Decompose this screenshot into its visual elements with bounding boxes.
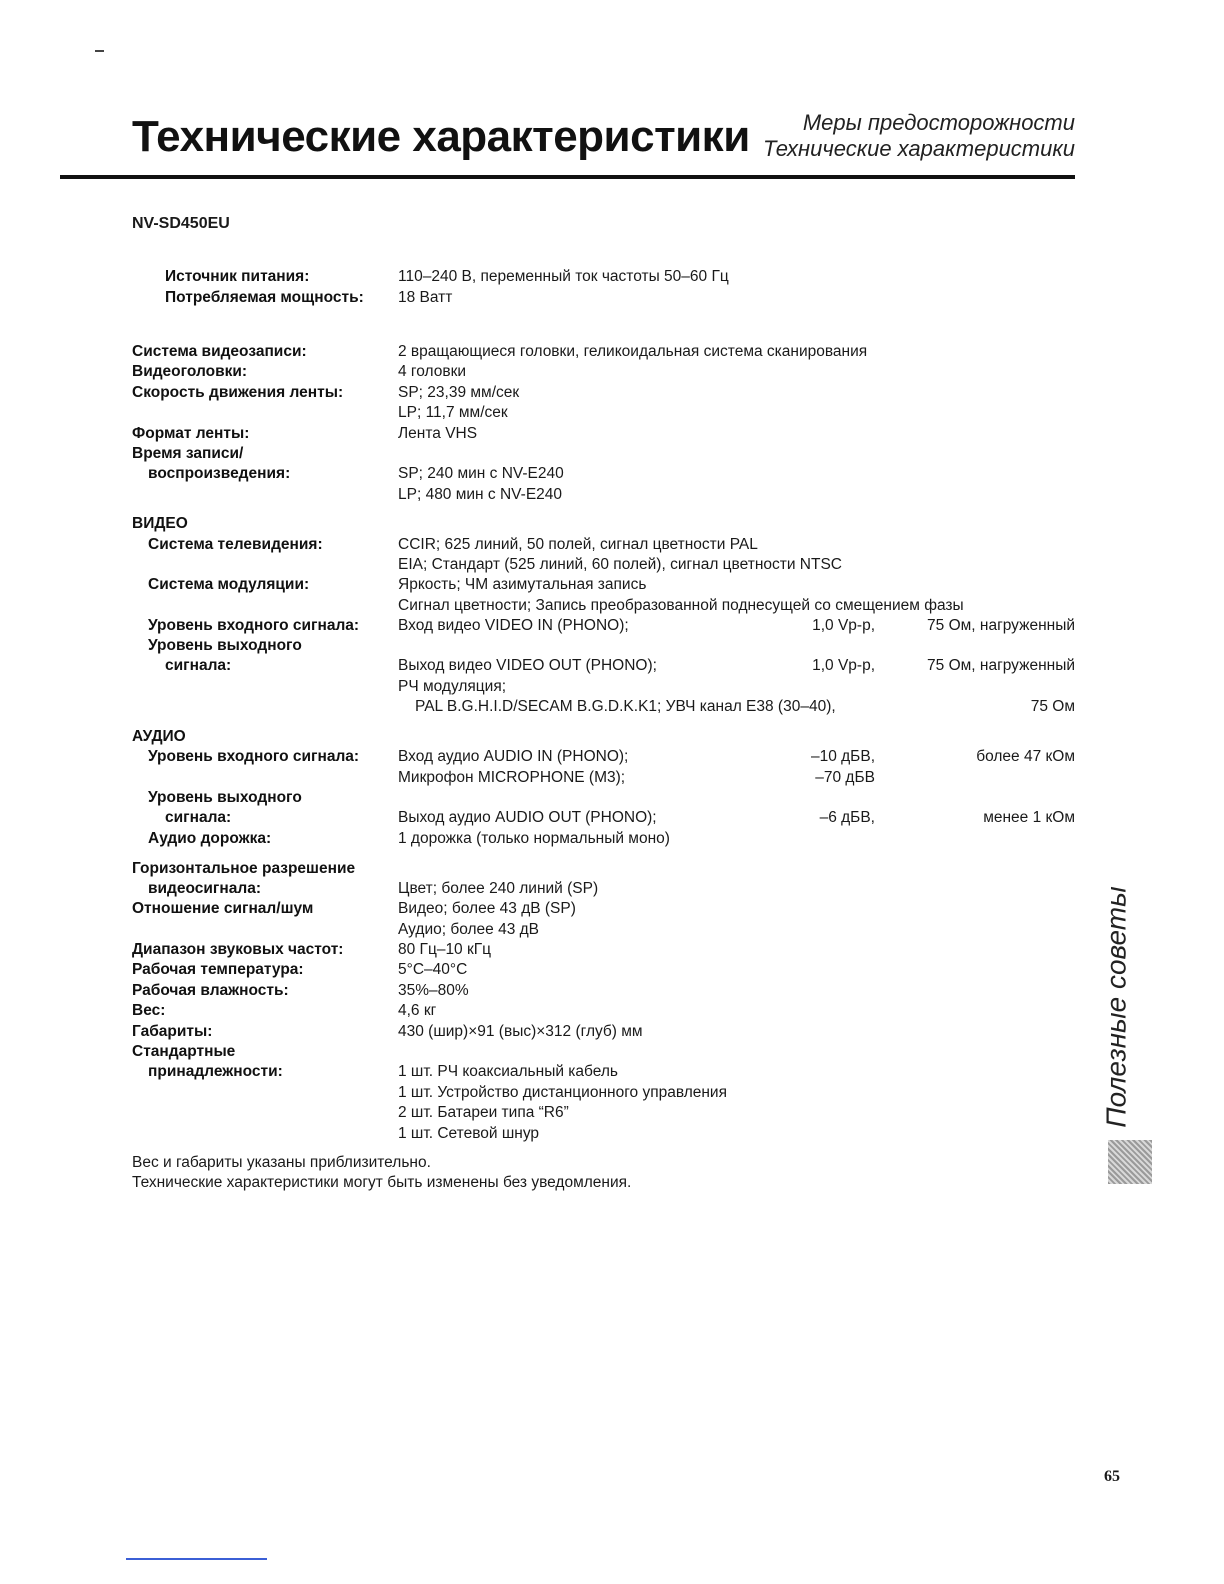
spec-label: Система видеозаписи:	[132, 343, 307, 360]
spec-value: Вход аудио AUDIO IN (PHONO);	[398, 748, 629, 765]
spec-row-tape-speed	[0, 383, 1224, 403]
spec-label: Рабочая влажность:	[132, 982, 289, 999]
footnote-subject-to-change: Технические характеристики могут быть изменены без уведомления.	[132, 1174, 632, 1191]
spec-row-video-output	[0, 656, 1224, 676]
accessory-item: 1 шт. Устройство дистанционного управления	[398, 1084, 727, 1101]
spec-label: принадлежности:	[148, 1063, 283, 1080]
spec-row-video-input	[0, 616, 1224, 636]
spec-row-heads	[0, 362, 1224, 382]
spec-row-mic-input	[0, 768, 1224, 788]
footnotes	[132, 1153, 631, 1193]
spec-label: Система телевидения:	[148, 536, 323, 553]
spec-row-accessory	[0, 1124, 1224, 1144]
spec-row-tv-system-eia	[0, 555, 1224, 575]
spec-value: PAL B.G.H.I.D/SECAM B.G.D.K.K1; УВЧ канал E38 (30–40),	[415, 698, 836, 715]
spec-label: Время записи/	[132, 445, 244, 462]
spec-value: EIA; Стандарт (525 линий, 60 полей), сигнал цветности NTSC	[398, 556, 843, 573]
spec-label: Уровень выходного	[148, 637, 302, 654]
breadcrumb	[763, 110, 1075, 162]
spec-value: 4,6 кг	[398, 1002, 437, 1019]
spec-value: Выход аудио AUDIO OUT (PHONO);	[398, 809, 657, 826]
spec-label: воспроизведения:	[148, 465, 291, 482]
side-tab	[1103, 878, 1131, 1136]
spec-row-time-label	[0, 444, 1224, 464]
spec-impedance: 75 Ом, нагруженный	[927, 617, 1075, 634]
spec-value: 35%–80%	[398, 982, 469, 999]
spec-row-accessory	[0, 1083, 1224, 1103]
spec-value: SP; 240 мин с NV-E240	[398, 465, 564, 482]
spec-label: Система модуляции:	[148, 576, 310, 593]
spec-row-dimensions	[0, 1022, 1224, 1042]
side-tab-marker	[1108, 1140, 1152, 1184]
spec-label: Рабочая температура:	[132, 961, 304, 978]
spec-value: 80 Гц–10 кГц	[398, 941, 492, 958]
spec-row-accessories-label	[0, 1042, 1224, 1062]
spec-row-resolution	[0, 879, 1224, 899]
spec-label: Источник питания:	[165, 268, 310, 285]
spec-row-snr-audio	[0, 920, 1224, 940]
spec-label: Уровень выходного	[148, 789, 302, 806]
spec-row-rf	[0, 697, 1224, 717]
spec-label: сигнала:	[165, 657, 232, 674]
spec-level: 1,0 Vp-p,	[812, 657, 875, 674]
spec-value: LP; 11,7 мм/сек	[398, 404, 508, 421]
spec-value: 4 головки	[398, 363, 467, 380]
scan-mark	[95, 50, 104, 52]
spec-value: 110–240 В, переменный ток частоты 50–60 Гц	[398, 268, 729, 285]
spec-row-modulation-chroma	[0, 596, 1224, 616]
breadcrumb-precautions: Меры предосторожности	[802, 110, 1075, 135]
spec-level: 1,0 Vp-p,	[812, 617, 875, 634]
spec-impedance: 75 Ом	[1030, 698, 1075, 715]
footnote-approximate: Вес и габариты указаны приблизительно.	[132, 1154, 431, 1171]
spec-value: Сигнал цветности; Запись преобразованной поднесущей со смещением фазы	[398, 597, 964, 614]
spec-label: Потребляемая мощность:	[165, 289, 364, 306]
spec-row-video-output-label	[0, 636, 1224, 656]
spec-row-time	[0, 464, 1224, 484]
spec-row-audio-track	[0, 829, 1224, 849]
spec-row-temperature	[0, 960, 1224, 980]
spec-label: сигнала:	[165, 809, 232, 826]
spec-level: –10 дБВ,	[810, 748, 875, 765]
spec-row-recording-system	[0, 342, 1224, 362]
spec-value: 2 вращающиеся головки, геликоидальная система сканирования	[398, 343, 868, 360]
spec-row-accessory	[0, 1103, 1224, 1123]
spec-label: Скорость движения ленты:	[132, 384, 344, 401]
spec-row-rf-label	[0, 677, 1224, 697]
spec-value: Аудио; более 43 дВ	[398, 921, 540, 938]
section-heading: АУДИО	[132, 728, 186, 745]
section-heading-video	[0, 514, 1224, 534]
spec-label: Отношение сигнал/шум	[132, 900, 314, 917]
spec-label: Формат ленты:	[132, 425, 250, 442]
section-heading-audio	[0, 727, 1224, 747]
spec-level: –6 дБВ,	[819, 809, 875, 826]
spec-label: Видеоголовки:	[132, 363, 248, 380]
accessory-item: 2 шт. Батареи типа “R6”	[398, 1104, 569, 1121]
spec-row-audio-output-label	[0, 788, 1224, 808]
spec-value: Цвет; более 240 линий (SP)	[398, 880, 599, 897]
spec-value: Вход видео VIDEO IN (PHONO);	[398, 617, 629, 634]
accessory-item: 1 шт. РЧ коаксиальный кабель	[398, 1063, 618, 1080]
spec-row-snr	[0, 899, 1224, 919]
spec-value: 1 дорожка (только нормальный моно)	[398, 830, 670, 847]
page-title: Технические характеристики	[132, 112, 750, 161]
spec-label: видеосигнала:	[148, 880, 261, 897]
bottom-line	[126, 1558, 267, 1560]
spec-row-weight	[0, 1001, 1224, 1021]
spec-row-power-source	[0, 267, 1224, 287]
spec-value: 430 (шир)×91 (выс)×312 (глуб) мм	[398, 1023, 643, 1040]
spec-value: 18 Ватт	[398, 289, 453, 306]
spec-row-audio-input	[0, 747, 1224, 767]
spec-value: SP; 23,39 мм/сек	[398, 384, 520, 401]
spec-value: РЧ модуляция;	[398, 678, 507, 695]
spec-label: Уровень входного сигнала:	[148, 748, 360, 765]
page-number: 65	[1104, 1468, 1120, 1485]
model-name: NV-SD450EU	[132, 215, 230, 232]
spec-row-power-consumption	[0, 288, 1224, 308]
spec-label: Аудио дорожка:	[148, 830, 272, 847]
section-heading: ВИДЕО	[132, 515, 188, 532]
spec-impedance: более 47 кОм	[976, 748, 1075, 765]
spec-value: Микрофон MICROPHONE (M3);	[398, 769, 626, 786]
spec-value: LP; 480 мин с NV-E240	[398, 486, 563, 503]
spec-label: Стандартные	[132, 1043, 236, 1060]
spec-impedance: 75 Ом, нагруженный	[927, 657, 1075, 674]
spec-row-frequency	[0, 940, 1224, 960]
spec-row-resolution-label	[0, 859, 1224, 879]
spec-value: 5°C–40°C	[398, 961, 468, 978]
spec-label: Диапазон звуковых частот:	[132, 941, 344, 958]
spec-label: Габариты:	[132, 1023, 213, 1040]
spec-value: Лента VHS	[398, 425, 478, 442]
breadcrumb-specifications: Технические характеристики	[763, 136, 1075, 161]
side-tab-label: Полезные советы	[1101, 886, 1132, 1128]
accessory-item: 1 шт. Сетевой шнур	[398, 1125, 540, 1142]
header-rule	[60, 175, 1075, 179]
spec-value: Яркость; ЧМ азимутальная запись	[398, 576, 647, 593]
spec-row-tape-speed-lp	[0, 403, 1224, 423]
spec-row-audio-output	[0, 808, 1224, 828]
spec-level: –70 дБВ	[815, 769, 875, 786]
spec-impedance: менее 1 кОм	[983, 809, 1075, 826]
spec-value: Выход видео VIDEO OUT (PHONO);	[398, 657, 657, 674]
spec-row-time-lp	[0, 485, 1224, 505]
spec-value: CCIR; 625 линий, 50 полей, сигнал цветности PAL	[398, 536, 758, 553]
spec-row-tv-system	[0, 535, 1224, 555]
spec-label: Горизонтальное разрешение	[132, 860, 356, 877]
spec-label: Уровень входного сигнала:	[148, 617, 360, 634]
spec-row-tape-format	[0, 424, 1224, 444]
spec-row-modulation	[0, 575, 1224, 595]
spec-row-humidity	[0, 981, 1224, 1001]
spec-label: Вес:	[132, 1002, 166, 1019]
spec-row-accessories	[0, 1062, 1224, 1082]
spec-value: Видео; более 43 дВ (SP)	[398, 900, 576, 917]
